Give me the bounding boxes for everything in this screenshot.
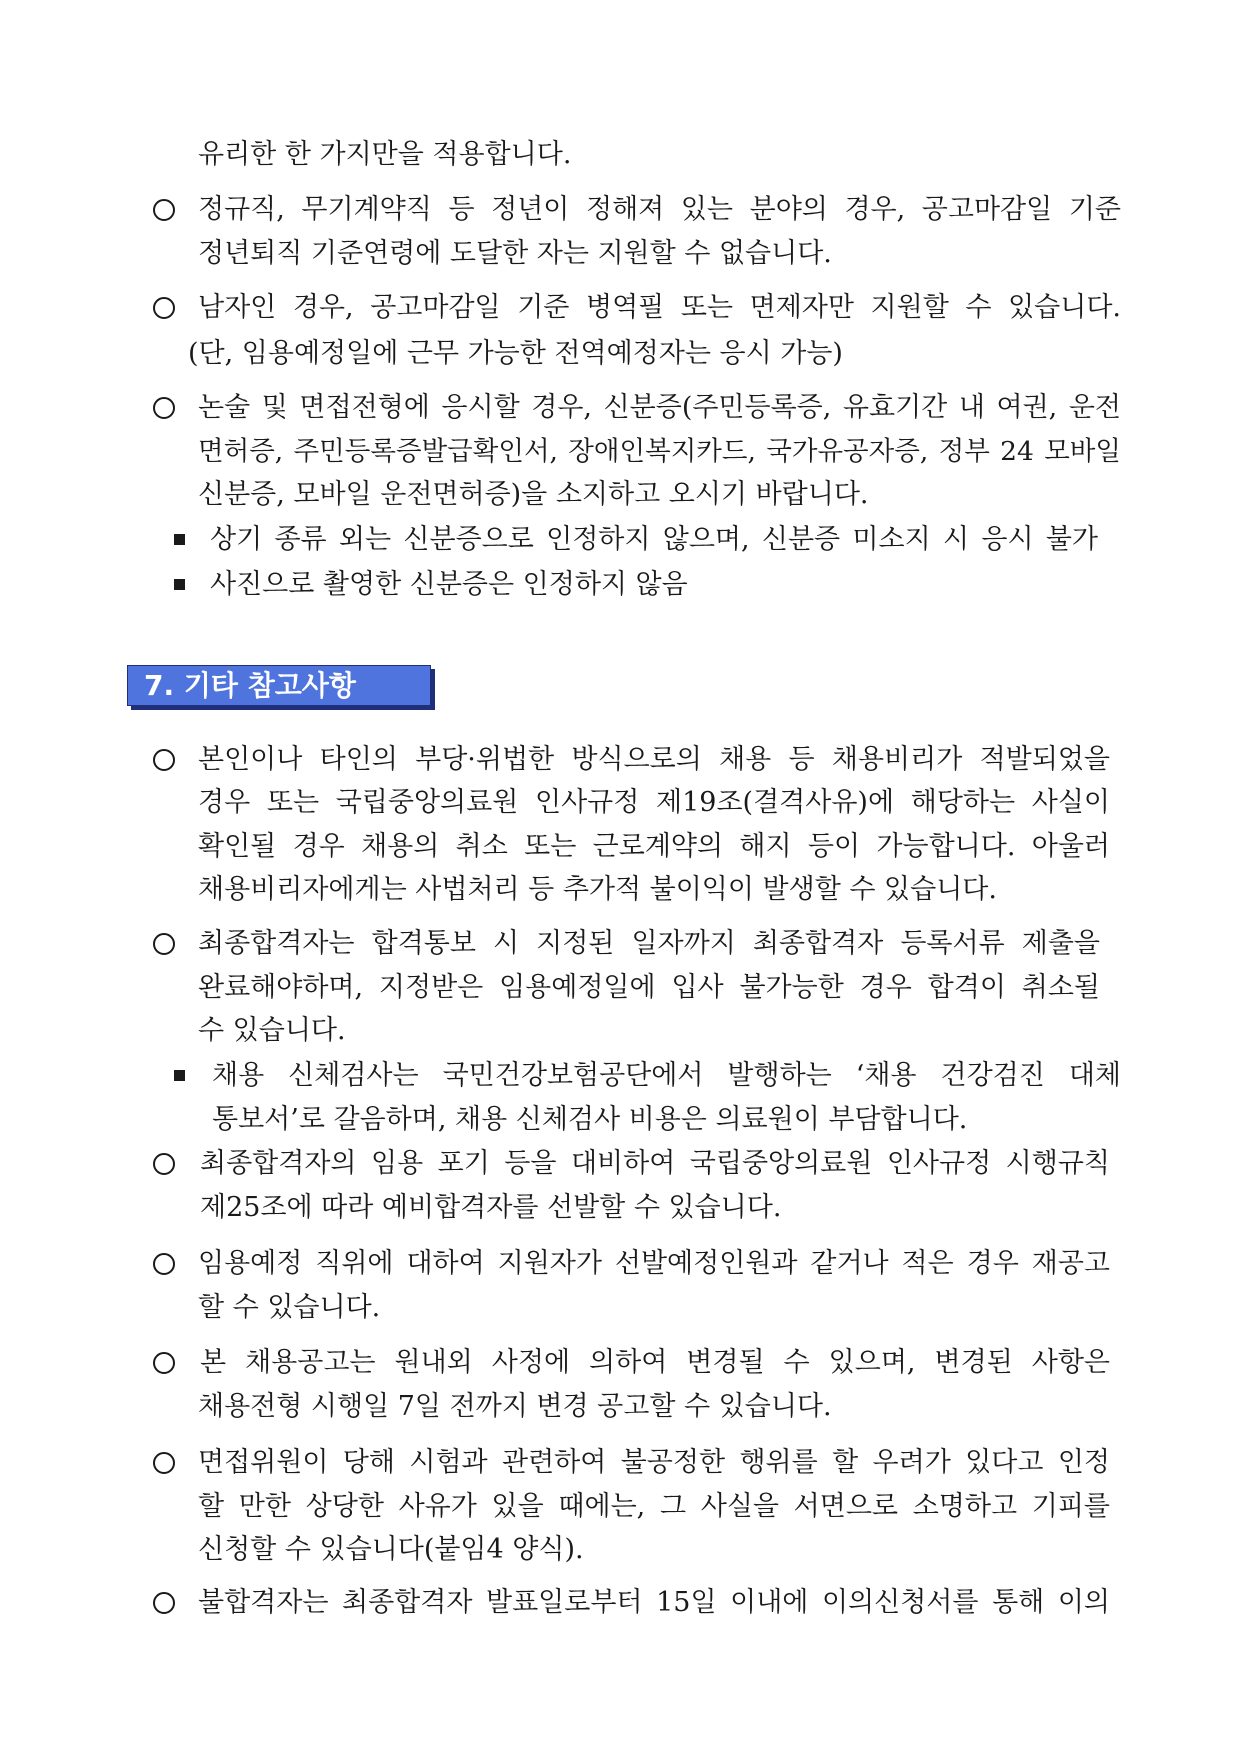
bullet-square-icon — [174, 579, 185, 590]
bullet-circle-icon — [153, 1153, 175, 1175]
item-line: (단, 임용예정일에 근무 가능한 전역예정자는 응시 가능) — [188, 338, 843, 369]
bullet-square-icon — [174, 1070, 185, 1081]
item-line: 본 채용공고는 원내외 사정에 의하여 변경될 수 있으며, 변경된 사항은 — [200, 1347, 1110, 1378]
sub-item-line: 채용 신체검사는 국민건강보험공단에서 발행하는 ‘채용 건강검진 대체 — [212, 1060, 1121, 1091]
sub-item-line: 상기 종류 외는 신분증으로 인정하지 않으며, 신분증 미소지 시 응시 불가 — [210, 524, 1098, 555]
item-line: 채용전형 시행일 7일 전까지 변경 공고할 수 있습니다. — [198, 1391, 832, 1422]
item-line: 신청할 수 있습니다(붙임4 양식). — [198, 1534, 584, 1565]
item-line: 논술 및 면접전형에 응시할 경우, 신분증(주민등록증, 유효기간 내 여권, 운전 — [198, 392, 1121, 423]
section-title: 7. 기타 참고사항 — [144, 669, 356, 702]
item-line: 경우 또는 국립중앙의료원 인사규정 제19조(결격사유)에 해당하는 사실이 — [198, 787, 1110, 818]
continuation-line: 유리한 한 가지만을 적용합니다. — [198, 139, 572, 170]
bullet-square-icon — [174, 534, 185, 545]
item-line: 최종합격자의 임용 포기 등을 대비하여 국립중앙의료원 인사규정 시행규칙 — [200, 1148, 1110, 1179]
item-line: 면접위원이 당해 시험과 관련하여 불공정한 행위를 할 우려가 있다고 인정 — [198, 1447, 1110, 1478]
item-line: 제25조에 따라 예비합격자를 선발할 수 있습니다. — [200, 1192, 782, 1223]
bullet-circle-icon — [153, 1592, 175, 1614]
bullet-circle-icon — [153, 749, 175, 771]
item-line: 최종합격자는 합격통보 시 지정된 일자까지 최종합격자 등록서류 제출을 — [198, 928, 1100, 959]
bullet-circle-icon — [153, 397, 175, 419]
item-line: 신분증, 모바일 운전면허증)을 소지하고 오시기 바랍니다. — [198, 479, 869, 510]
bullet-circle-icon — [153, 933, 175, 955]
item-line: 정규직, 무기계약직 등 정년이 정해져 있는 분야의 경우, 공고마감일 기준 — [198, 194, 1121, 225]
sub-item-line: 통보서’로 갈음하며, 채용 신체검사 비용은 의료원이 부담합니다. — [212, 1104, 968, 1135]
bullet-circle-icon — [153, 1253, 175, 1275]
item-line: 확인될 경우 채용의 취소 또는 근로계약의 해지 등이 가능합니다. 아울러 — [198, 831, 1110, 862]
item-line: 정년퇴직 기준연령에 도달한 자는 지원할 수 없습니다. — [198, 238, 832, 269]
bullet-circle-icon — [153, 297, 175, 319]
item-line: 완료해야하며, 지정받은 임용예정일에 입사 불가능한 경우 합격이 취소될 — [198, 972, 1100, 1003]
item-line: 남자인 경우, 공고마감일 기준 병역필 또는 면제자만 지원할 수 있습니다. — [198, 292, 1121, 323]
item-line: 임용예정 직위에 대하여 지원자가 선발예정인원과 같거나 적은 경우 재공고 — [198, 1248, 1110, 1279]
item-line: 수 있습니다. — [198, 1015, 346, 1046]
item-line: 할 수 있습니다. — [198, 1292, 381, 1323]
bullet-circle-icon — [153, 1452, 175, 1474]
section-heading — [127, 665, 431, 706]
item-line: 면허증, 주민등록증발급확인서, 장애인복지카드, 국가유공자증, 정부 24 모바일 — [198, 436, 1121, 467]
item-line: 본인이나 타인의 부당·위법한 방식으로의 채용 등 채용비리가 적발되었을 — [198, 744, 1110, 775]
item-line: 채용비리자에게는 사법처리 등 추가적 불이익이 발생할 수 있습니다. — [198, 874, 997, 905]
item-line: 불합격자는 최종합격자 발표일로부터 15일 이내에 이의신청서를 통해 이의 — [198, 1587, 1110, 1618]
bullet-circle-icon — [153, 199, 175, 221]
item-line: 할 만한 상당한 사유가 있을 때에는, 그 사실을 서면으로 소명하고 기피를 — [198, 1491, 1110, 1522]
bullet-circle-icon — [153, 1352, 175, 1374]
sub-item-line: 사진으로 촬영한 신분증은 인정하지 않음 — [210, 569, 688, 600]
